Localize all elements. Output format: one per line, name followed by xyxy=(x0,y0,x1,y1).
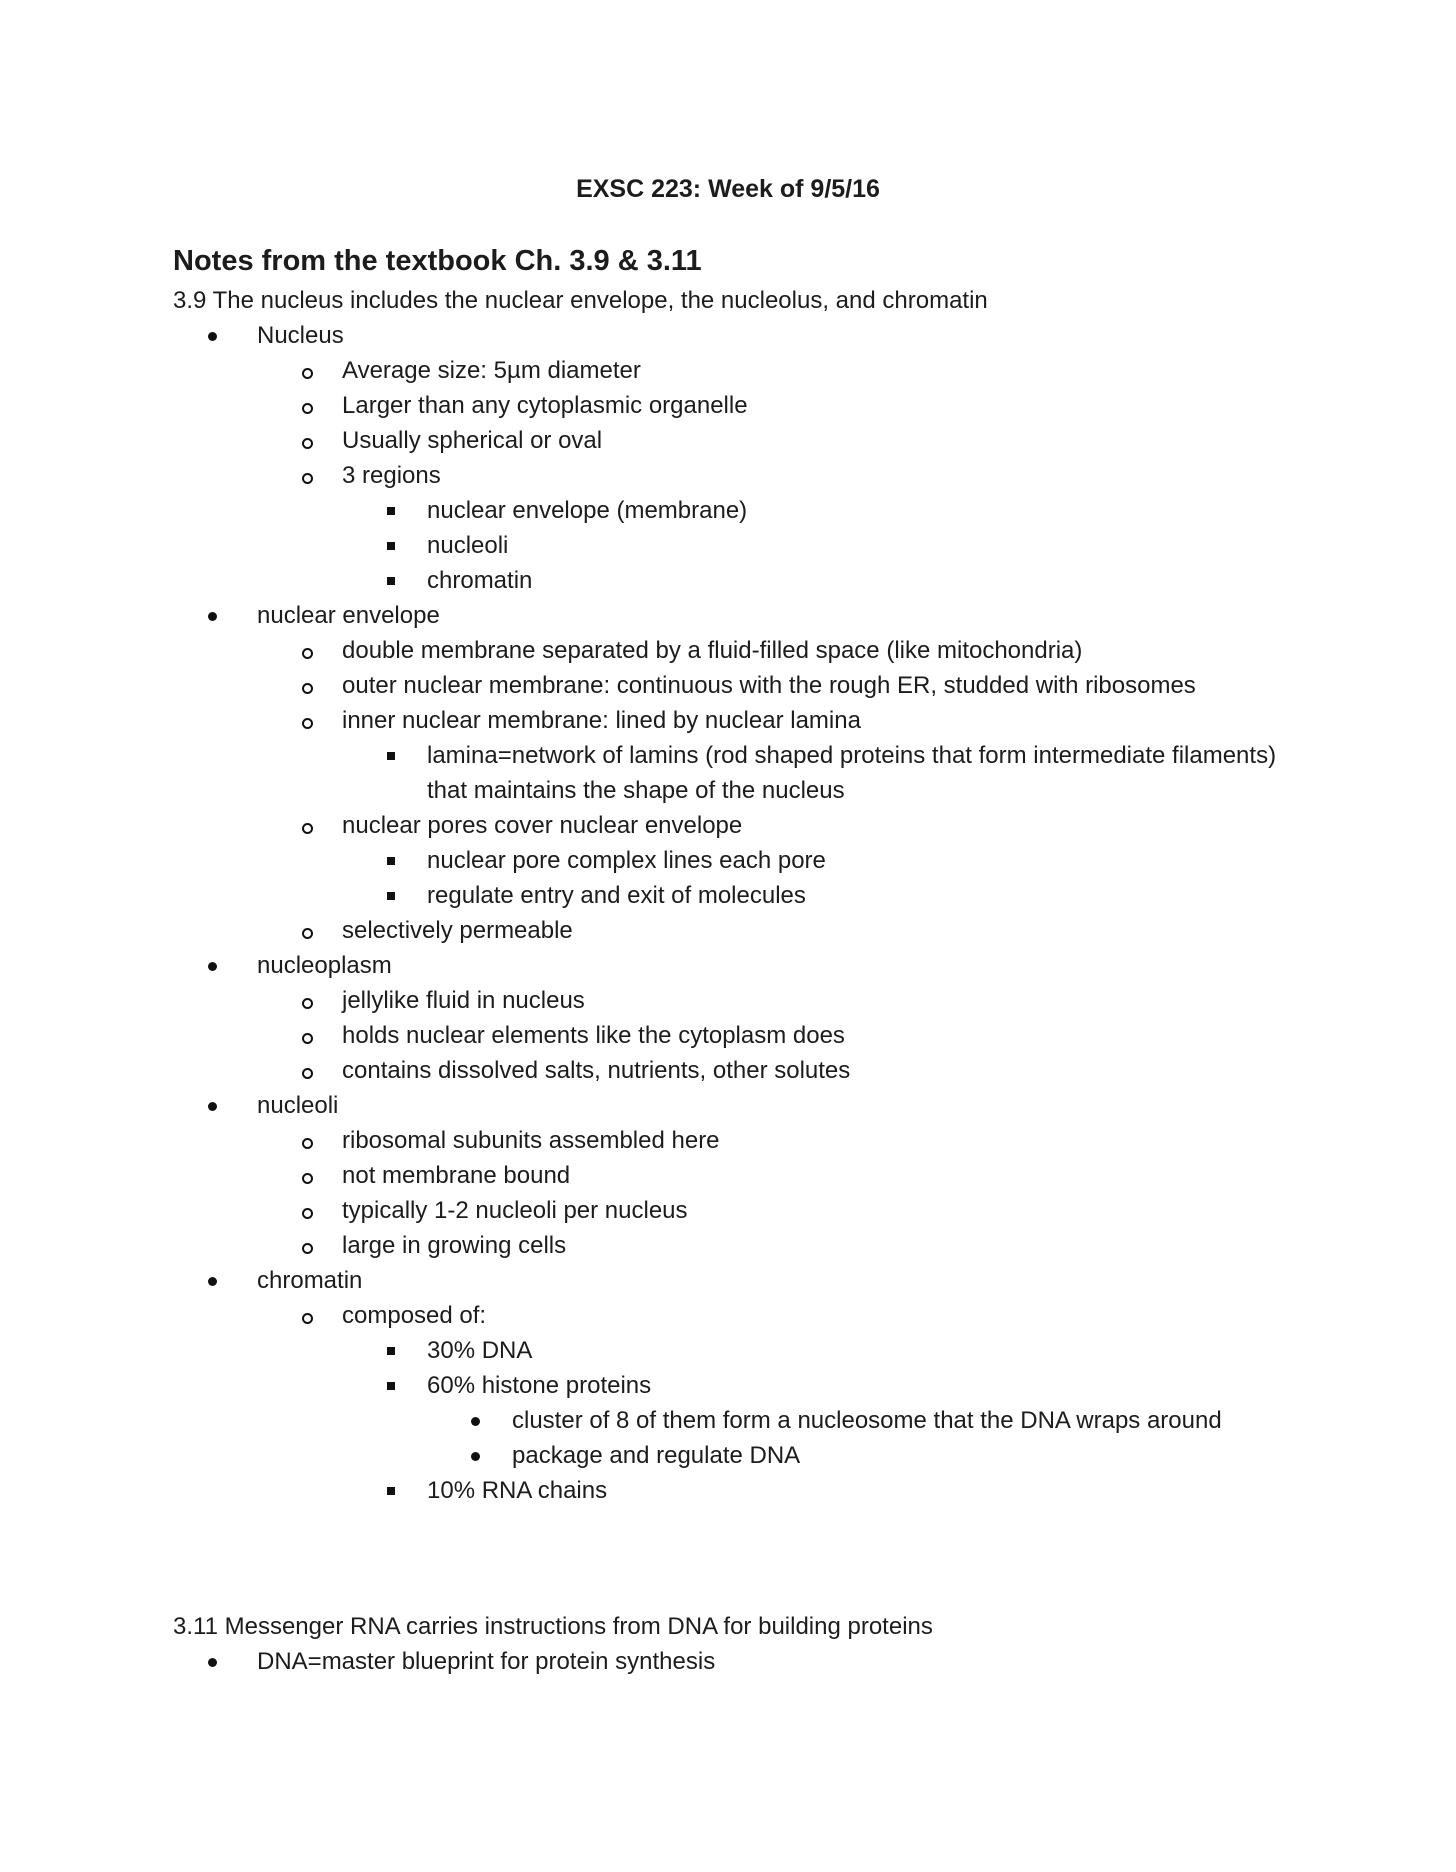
list-item xyxy=(342,1018,1353,1053)
list-item-nucleoplasm xyxy=(257,948,1353,1088)
list-item-nuclear-envelope xyxy=(257,598,1353,948)
item-text: nuclear envelope xyxy=(257,602,440,629)
hollow-bullet-icon xyxy=(302,403,313,414)
notes-heading: Notes from the textbook Ch. 3.9 & 3.11 xyxy=(173,245,702,277)
item-text: not membrane bound xyxy=(342,1162,571,1189)
item-text: regulate entry and exit of molecules xyxy=(427,882,806,909)
list-item xyxy=(342,1158,1353,1193)
item-text: holds nuclear elements like the cytoplasm does xyxy=(342,1022,845,1049)
hollow-bullet-icon xyxy=(302,998,313,1009)
hollow-bullet-icon xyxy=(302,823,313,834)
topic-list xyxy=(173,318,1353,1508)
list-item xyxy=(427,1368,1353,1473)
square-bullet-icon xyxy=(387,1347,395,1355)
item-text: jellylike fluid in nucleus xyxy=(342,987,585,1014)
list-item xyxy=(342,1053,1353,1088)
list-item xyxy=(342,353,1353,388)
sub-list xyxy=(342,738,1353,808)
item-text: Larger than any cytoplasmic organelle xyxy=(342,392,748,419)
item-text: ribosomal subunits assembled here xyxy=(342,1127,720,1154)
list-item xyxy=(342,808,1353,913)
list-item xyxy=(427,843,1353,878)
bullet-icon xyxy=(208,612,217,621)
list-item xyxy=(512,1403,1353,1438)
item-text: nuclear pore complex lines each pore xyxy=(427,847,826,874)
bullet-icon xyxy=(208,1658,217,1667)
hollow-bullet-icon xyxy=(302,1138,313,1149)
item-text: package and regulate DNA xyxy=(512,1442,801,1469)
item-text: contains dissolved salts, nutrients, other solutes xyxy=(342,1057,851,1084)
list-item xyxy=(342,633,1353,668)
list-item xyxy=(427,738,1353,808)
item-text: chromatin xyxy=(427,567,533,594)
item-text: DNA=master blueprint for protein synthesis xyxy=(257,1648,716,1675)
list-item xyxy=(342,668,1353,703)
item-text: composed of: xyxy=(342,1302,487,1329)
item-text: typically 1-2 nucleoli per nucleus xyxy=(342,1197,688,1224)
section-3-11 xyxy=(173,1609,1353,1679)
list-item xyxy=(342,1123,1353,1158)
square-bullet-icon xyxy=(387,1382,395,1390)
list-item xyxy=(427,493,1353,528)
item-text: nucleoplasm xyxy=(257,952,392,979)
item-text: chromatin xyxy=(257,1267,363,1294)
square-bullet-icon xyxy=(387,577,395,585)
item-text: Average size: 5µm diameter xyxy=(342,357,641,384)
sub-list xyxy=(257,1123,1353,1263)
list-item-nucleus xyxy=(257,318,1353,598)
sub-list xyxy=(427,1403,1353,1473)
hollow-bullet-icon xyxy=(302,1068,313,1079)
hollow-bullet-icon xyxy=(302,1243,313,1254)
sub-list xyxy=(342,843,1353,913)
square-bullet-icon xyxy=(387,892,395,900)
list-item xyxy=(427,878,1353,913)
list-item xyxy=(427,528,1353,563)
list-item xyxy=(342,1298,1353,1508)
bullet-icon xyxy=(208,1277,217,1286)
topic-list xyxy=(173,1644,1353,1679)
item-text: nucleoli xyxy=(427,532,509,559)
hollow-bullet-icon xyxy=(302,718,313,729)
hollow-bullet-icon xyxy=(302,1173,313,1184)
item-text: 3 regions xyxy=(342,462,441,489)
sub-list xyxy=(342,1333,1353,1508)
list-item xyxy=(342,1193,1353,1228)
hollow-bullet-icon xyxy=(302,1033,313,1044)
item-text: 60% histone proteins xyxy=(427,1372,652,1399)
bullet-icon xyxy=(208,1102,217,1111)
item-text: Usually spherical or oval xyxy=(342,427,603,454)
document-title: EXSC 223: Week of 9/5/16 xyxy=(576,175,880,203)
list-item xyxy=(427,563,1353,598)
item-text: nuclear envelope (membrane) xyxy=(427,497,748,524)
item-text: nuclear pores cover nuclear envelope xyxy=(342,812,743,839)
list-item-chromatin xyxy=(257,1263,1353,1508)
sub-list xyxy=(257,633,1353,948)
square-bullet-icon xyxy=(387,857,395,865)
bullet-icon xyxy=(471,1417,480,1426)
list-item xyxy=(342,983,1353,1018)
item-text: inner nuclear membrane: lined by nuclear lamina xyxy=(342,707,861,734)
section-3-9 xyxy=(173,283,1353,1508)
section-title: 3.11 Messenger RNA carries instructions from DNA for building proteins xyxy=(173,1613,933,1640)
hollow-bullet-icon xyxy=(302,928,313,939)
square-bullet-icon xyxy=(387,752,395,760)
bullet-icon xyxy=(471,1452,480,1461)
item-text: Nucleus xyxy=(257,322,344,349)
list-item-dna xyxy=(257,1644,1353,1679)
hollow-bullet-icon xyxy=(302,683,313,694)
square-bullet-icon xyxy=(387,507,395,515)
sub-list xyxy=(257,353,1353,598)
list-item xyxy=(342,423,1353,458)
item-text: outer nuclear membrane: continuous with the rough ER, studded with ribosomes xyxy=(342,672,1196,699)
list-item xyxy=(342,458,1353,598)
list-item-nucleoli xyxy=(257,1088,1353,1263)
bullet-icon xyxy=(208,332,217,341)
sub-list xyxy=(257,1298,1353,1508)
section-title: 3.9 The nucleus includes the nuclear envelope, the nucleolus, and chromatin xyxy=(173,287,988,314)
square-bullet-icon xyxy=(387,542,395,550)
item-text: nucleoli xyxy=(257,1092,339,1119)
list-item xyxy=(342,388,1353,423)
list-item xyxy=(512,1438,1353,1473)
item-text: 30% DNA xyxy=(427,1337,533,1364)
sub-list xyxy=(342,493,1353,598)
bullet-icon xyxy=(208,962,217,971)
list-item xyxy=(342,703,1353,808)
item-text: selectively permeable xyxy=(342,917,573,944)
item-text: 10% RNA chains xyxy=(427,1477,608,1504)
item-text: large in growing cells xyxy=(342,1232,567,1259)
list-item xyxy=(427,1333,1353,1368)
list-item xyxy=(342,913,1353,948)
list-item xyxy=(342,1228,1353,1263)
sub-list xyxy=(257,983,1353,1088)
item-text: lamina=network of lamins (rod shaped proteins that form intermediate filaments) that maintains the shape of the nucleus xyxy=(427,742,1277,804)
item-text: cluster of 8 of them form a nucleosome that the DNA wraps around xyxy=(512,1407,1222,1434)
hollow-bullet-icon xyxy=(302,1208,313,1219)
hollow-bullet-icon xyxy=(302,368,313,379)
list-item xyxy=(427,1473,1353,1508)
item-text: double membrane separated by a fluid-filled space (like mitochondria) xyxy=(342,637,1083,664)
square-bullet-icon xyxy=(387,1487,395,1495)
hollow-bullet-icon xyxy=(302,648,313,659)
hollow-bullet-icon xyxy=(302,438,313,449)
hollow-bullet-icon xyxy=(302,473,313,484)
hollow-bullet-icon xyxy=(302,1313,313,1324)
